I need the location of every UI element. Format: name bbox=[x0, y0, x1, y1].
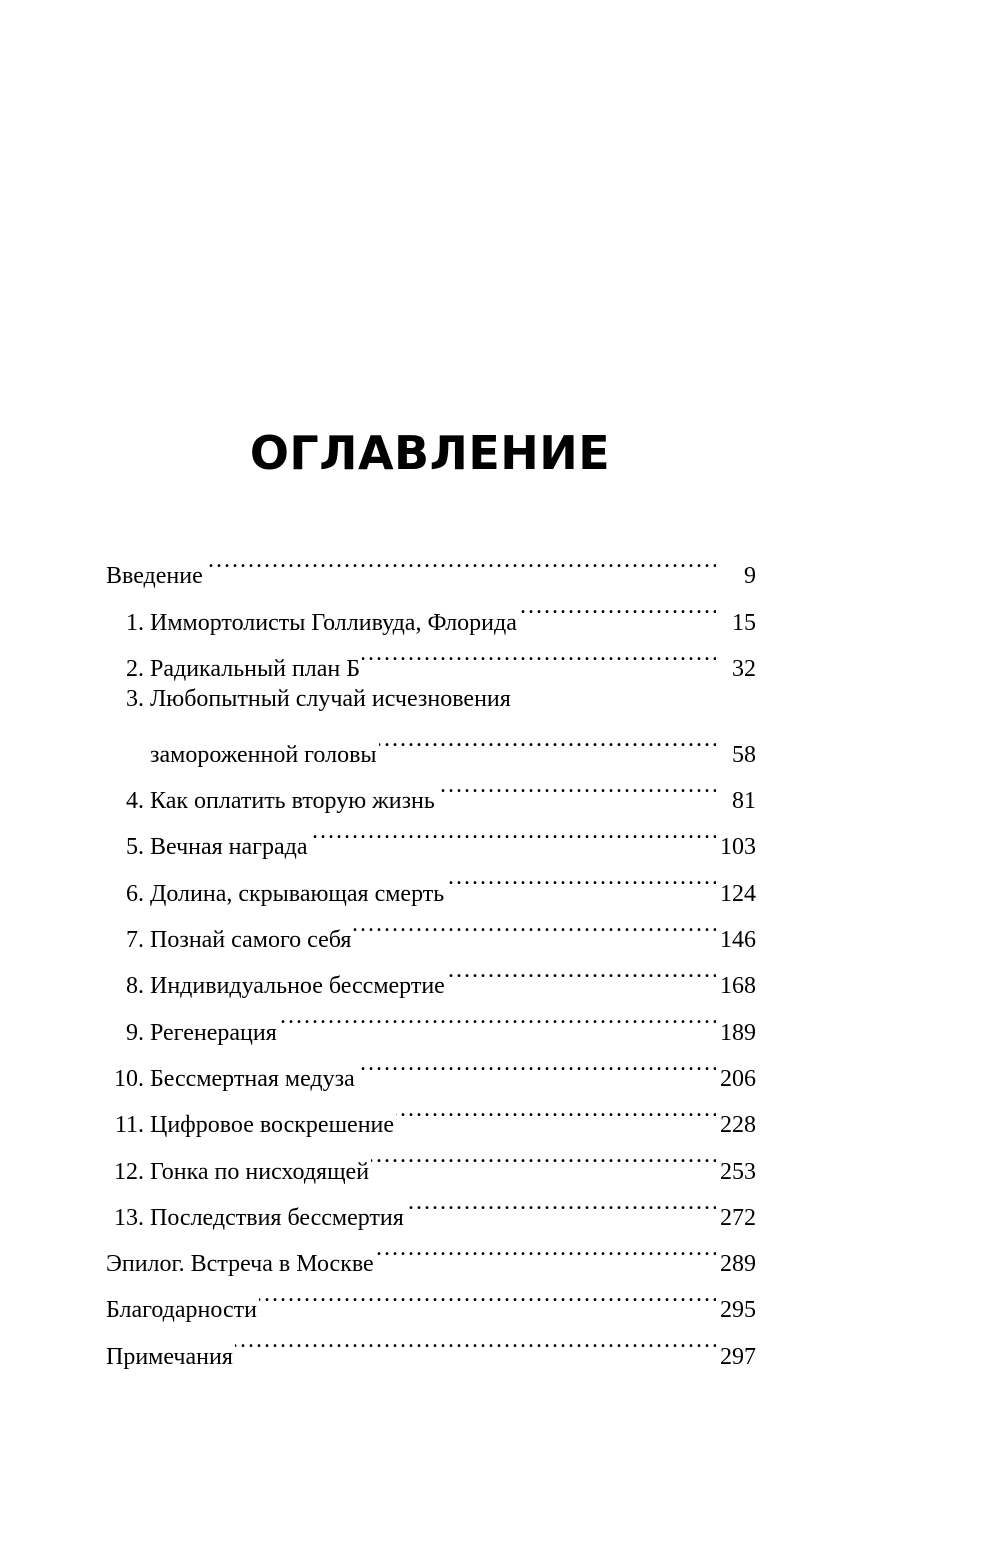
toc-entry-label: Примечания bbox=[106, 1343, 233, 1370]
toc-page-number: 272 bbox=[720, 1204, 756, 1231]
toc-chapter-number: 9. bbox=[126, 1019, 144, 1046]
toc-page-number: 81 bbox=[732, 788, 756, 815]
toc-leader-dots bbox=[406, 1179, 716, 1225]
toc-leader-dots bbox=[396, 1086, 716, 1132]
toc-leader-dots bbox=[446, 854, 716, 900]
toc-entry-label: Иммортолисты Голливуда, Флорида bbox=[150, 609, 517, 636]
toc-chapter-number: 10. bbox=[114, 1065, 144, 1092]
toc-page-number: 289 bbox=[720, 1251, 756, 1278]
toc-page-number: 58 bbox=[732, 742, 756, 769]
toc-entry-label: Познай самого себя bbox=[150, 927, 352, 954]
toc-entry-label: Любопытный случай исчезновения bbox=[150, 685, 511, 712]
toc-chapter-number: 12. bbox=[114, 1158, 144, 1185]
toc-entry-label: Последствия бессмертия bbox=[150, 1204, 404, 1231]
toc-entry-label: Введение bbox=[106, 563, 203, 590]
toc-entry-3-line2 bbox=[106, 716, 756, 769]
toc-entry-label: Благодарности bbox=[106, 1297, 257, 1324]
toc-page-number: 253 bbox=[720, 1158, 756, 1185]
toc-chapter-number: 1. bbox=[126, 609, 144, 636]
toc-page-number: 15 bbox=[732, 609, 756, 636]
toc-leader-dots bbox=[310, 808, 716, 854]
toc-page-number: 9 bbox=[744, 563, 756, 590]
toc-entry-label: Вечная награда bbox=[150, 834, 308, 861]
toc-entry-label: Эпилог. Встреча в Москве bbox=[106, 1251, 374, 1278]
toc-leader-dots bbox=[371, 1132, 716, 1178]
toc-entry-label: Регенерация bbox=[150, 1019, 277, 1046]
toc-leader-dots bbox=[259, 1271, 716, 1317]
toc-chapter-number: 6. bbox=[126, 880, 144, 907]
toc-leader-dots bbox=[519, 583, 716, 629]
toc-page-number: 124 bbox=[720, 880, 756, 907]
toc-leader-dots bbox=[379, 716, 716, 762]
toc-leader-dots bbox=[235, 1317, 716, 1363]
toc-leader-dots bbox=[362, 630, 716, 676]
toc-chapter-number: 4. bbox=[126, 788, 144, 815]
toc-chapter-number: 13. bbox=[114, 1204, 144, 1231]
toc-leader-dots bbox=[437, 762, 716, 808]
toc-page-number: 206 bbox=[720, 1065, 756, 1092]
toc-page-number: 103 bbox=[720, 834, 756, 861]
toc-entry-intro bbox=[106, 537, 756, 590]
toc-page-number: 297 bbox=[720, 1343, 756, 1370]
toc-leader-dots bbox=[447, 947, 716, 993]
toc-page-number: 168 bbox=[720, 973, 756, 1000]
toc-entry-1 bbox=[106, 583, 756, 636]
toc-chapter-number: 5. bbox=[126, 834, 144, 861]
toc-leader-dots bbox=[279, 993, 716, 1039]
page-title: ОГЛАВЛЕНИЕ bbox=[249, 426, 611, 480]
toc-page-number: 189 bbox=[720, 1019, 756, 1046]
toc-chapter-number: 11. bbox=[114, 1112, 144, 1139]
toc-chapter-number: 2. bbox=[126, 655, 144, 682]
toc-page-number: 32 bbox=[732, 655, 756, 682]
toc-leader-dots bbox=[353, 901, 716, 947]
toc-leader-dots bbox=[376, 1225, 716, 1271]
toc-page-number: 295 bbox=[720, 1297, 756, 1324]
toc-entry-label: Бессмертная медуза bbox=[150, 1065, 355, 1092]
toc-chapter-number: 7. bbox=[126, 927, 144, 954]
table-of-contents bbox=[106, 537, 756, 1370]
toc-entry-label: Цифровое воскрешение bbox=[150, 1112, 395, 1139]
toc-chapter-number: 8. bbox=[126, 973, 144, 1000]
toc-page-number: 146 bbox=[720, 927, 756, 954]
toc-entry-3-line1 bbox=[106, 682, 756, 716]
toc-entry-label: Как оплатить вторую жизнь bbox=[150, 788, 435, 815]
toc-entry-label: Гонка по нисходящей bbox=[150, 1158, 370, 1185]
toc-leader-dots bbox=[205, 537, 716, 583]
toc-entry-label: Долина, скрывающая смерть bbox=[150, 880, 445, 907]
toc-leader-dots bbox=[357, 1040, 716, 1086]
toc-page-number: 228 bbox=[720, 1112, 756, 1139]
toc-entry-label: Радикальный план Б bbox=[150, 655, 361, 682]
toc-chapter-number: 3. bbox=[126, 685, 144, 712]
toc-entry-label-continued: замороженной головы bbox=[150, 742, 377, 769]
toc-entry-label: Индивидуальное бессмертие bbox=[150, 973, 445, 1000]
